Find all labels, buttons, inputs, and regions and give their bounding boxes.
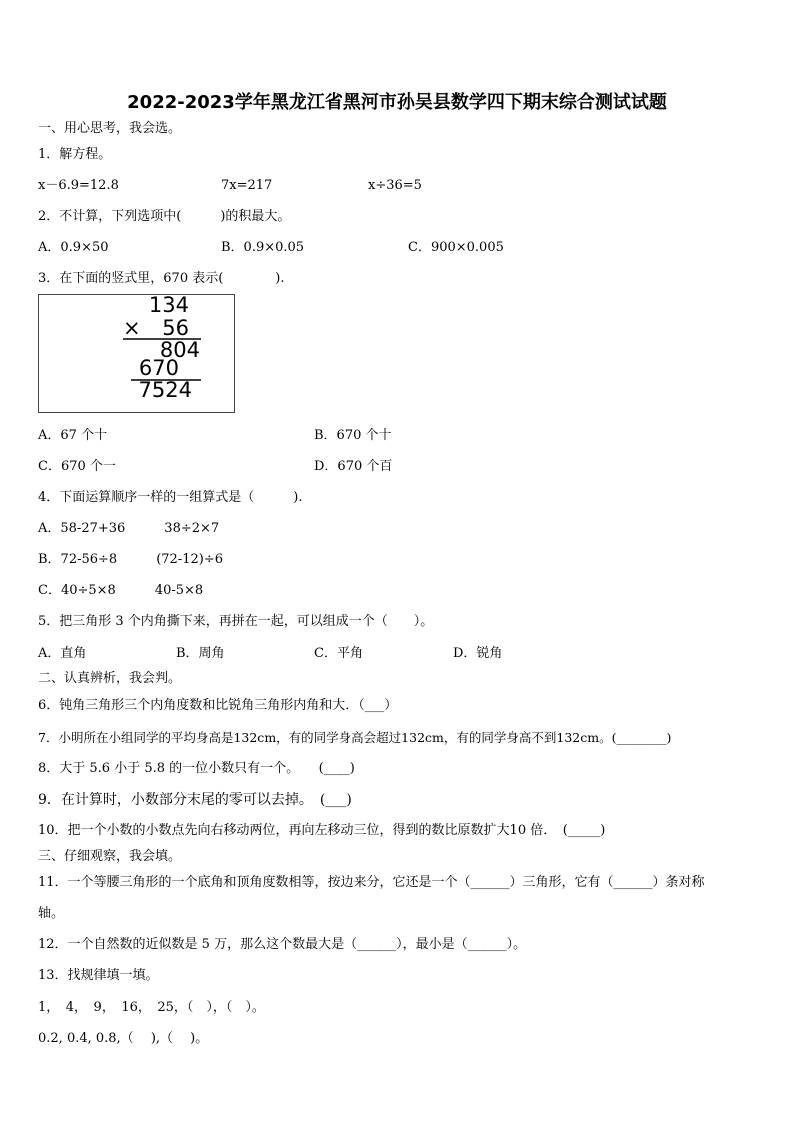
q8-statement: 8．大于 5.6 小于 5.8 的一位小数只有一个。 (____) <box>38 761 355 776</box>
vertical-line-5: 7524 <box>138 378 192 402</box>
q5-option-a: A．直角 <box>38 646 87 661</box>
vertical-multiply-sign: × <box>123 316 141 340</box>
vertical-line-3: 804 <box>159 338 200 362</box>
q3-stem: 3．在下面的竖式里，670 表示( ). <box>38 271 285 286</box>
q3-option-b: B．670 个十 <box>314 428 392 443</box>
q3-option-d: D．670 个百 <box>314 459 393 474</box>
q2-option-a: A．0.9×50 <box>38 240 109 255</box>
q4-option-b: B．72-56÷8 (72-12)÷6 <box>38 552 223 567</box>
vertical-multiplication-svg <box>39 295 236 414</box>
q1-eq3: x÷36=5 <box>368 178 422 193</box>
section-2-heading: 二、认真辨析，我会判。 <box>38 671 182 686</box>
q11-line-2: 轴。 <box>38 906 65 921</box>
q5-option-d: D．锐角 <box>453 646 503 661</box>
q2-stem: 2．不计算，下列选项中( )的积最大。 <box>38 209 291 224</box>
page-title: 2022-2023学年黑龙江省黑河市孙吴县数学四下期末综合测试试题 <box>127 92 667 113</box>
q11-line-1: 11．一个等腰三角形的一个底角和顶角度数相等，按边来分，它还是一个（______）三角形，它有（______）条对称 <box>38 875 705 890</box>
vertical-multiplication-figure <box>38 294 235 413</box>
q9-statement: 9．在计算时，小数部分末尾的零可以去掉。 (___) <box>38 792 352 808</box>
q5-option-c: C．平角 <box>314 646 363 661</box>
q4-stem: 4．下面运算顺序一样的一组算式是（ ). <box>38 490 303 505</box>
vertical-line-4: 670 <box>138 356 179 380</box>
q1-eq2: 7x=217 <box>221 178 273 193</box>
q1-stem: 1．解方程。 <box>38 147 112 162</box>
q4-option-a: A．58-27+36 38÷2×7 <box>38 521 220 536</box>
q7-statement: 7．小明所在小组同学的平均身高是132cm，有的同学身高会超过132cm，有的同学身高不到132cm。(________) <box>38 730 672 745</box>
q5-stem: 5．把三角形 3 个内角撕下来，再拼在一起，可以组成一个（ ）。 <box>38 614 434 629</box>
q13-sequence-1: 1， 4， 9， 16， 25，（ ），（ ）。 <box>38 1000 265 1015</box>
q6-statement: 6．钝角三角形三个内角度数和比锐角三角形内角和大．（___） <box>38 698 398 713</box>
q10-statement: 10．把一个小数的小数点先向右移动两位，再向左移动三位，得到的数比原数扩大10 倍． (_____) <box>38 823 606 838</box>
q2-option-c: C．900×0.005 <box>408 240 504 255</box>
q1-eq1: x－6.9=12.8 <box>38 178 119 193</box>
q12-statement: 12．一个自然数的近似数是 5 万，那么这个数最大是（______），最小是（______）。 <box>38 937 527 952</box>
vertical-line-2: 56 <box>162 316 189 340</box>
q13-sequence-2: 0.2, 0.4, 0.8,（ ),（ )。 <box>38 1031 209 1046</box>
q13-stem: 13．找规律填一填。 <box>38 968 159 983</box>
q4-option-c: C．40÷5×8 40-5×8 <box>38 583 204 598</box>
section-3-heading: 三、仔细观察，我会填。 <box>38 849 182 864</box>
q3-option-a: A．67 个十 <box>38 428 108 443</box>
q2-option-b: B．0.9×0.05 <box>221 240 305 255</box>
vertical-line-1: 134 <box>148 295 189 317</box>
q5-option-b: B．周角 <box>176 646 225 661</box>
q3-option-c: C．670 个一 <box>38 459 116 474</box>
section-1-heading: 一、用心思考，我会选。 <box>38 121 182 136</box>
